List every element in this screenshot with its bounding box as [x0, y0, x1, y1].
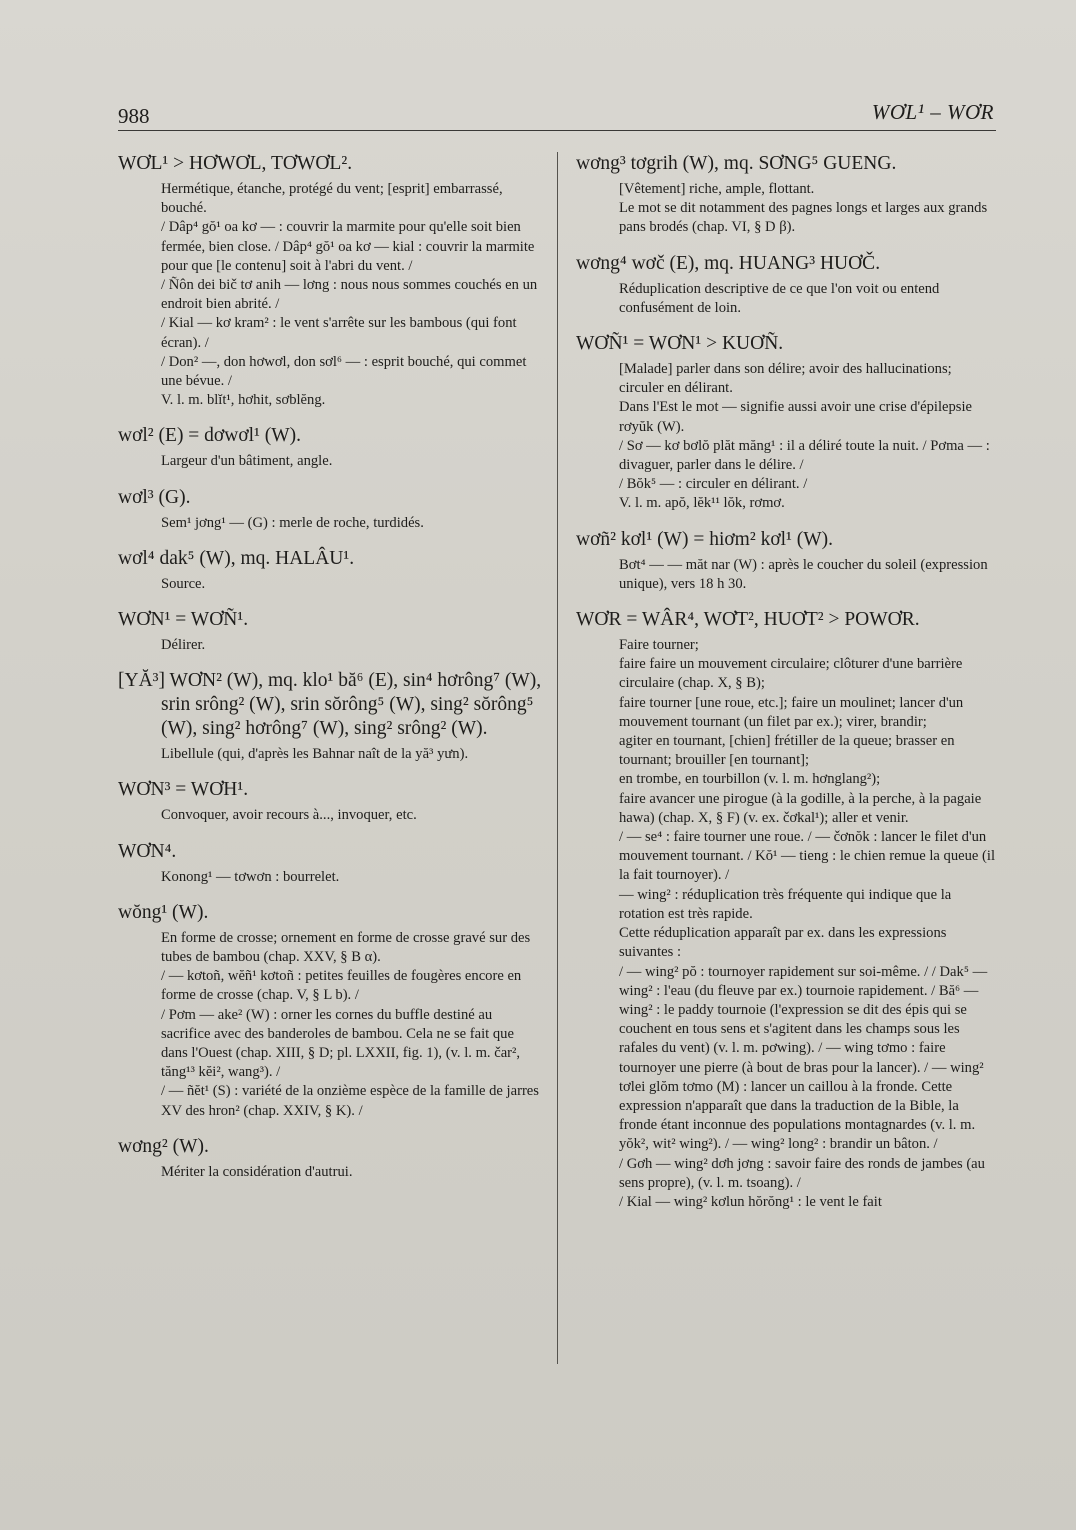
entry-line: / Ñôn dei bič tơ anih — lơng : nous nous sommes couchés en un endroit bien abrité. /: [161, 277, 538, 313]
entry-line: en trombe, en tourbillon (v. l. m. hơnglang²);: [619, 771, 881, 788]
page-number: 988: [118, 104, 150, 128]
entry-headword: WƠN³ = WƠH¹.: [118, 779, 249, 801]
entry-line: Cette réduplication apparaît par ex. dans les expressions suivantes :: [619, 925, 947, 961]
entry-line: Source.: [161, 575, 206, 592]
entry-line: Faire tourner;: [619, 637, 699, 654]
entry-body: [118, 575, 542, 594]
dictionary-entry: [118, 547, 542, 594]
entry-line: Sem¹ jơng¹ — (G) : merle de roche, turdidés.: [161, 514, 424, 531]
dictionary-entry: [118, 669, 542, 764]
entry-line: Largeur d'un bâtiment, angle.: [161, 453, 333, 470]
entry-headword: WƠÑ¹ = WƠN¹ > KUƠÑ.: [576, 333, 784, 355]
dictionary-entry: [576, 252, 996, 318]
entry-line: / — wing² pŏ : tournoyer rapidement sur soi-même. / / Dak⁵ — wing² : l'eau (du fleuve par ex.) tournoie rapidement. / Bă⁶ — wing² : le paddy tournoie (l'expression se dit des épis qui se couchent en tous sens et s'agitent dans les champs sous les rafales du vent) (v. l. m. pơwing). / — wing tơmo : faire tournoyer une pierre (à bout de bras pour la lancer). / — wing² tơlei glŏm tơmo (M) : lancer un caillou à la fronde. Cette expression n'apparaît que dans la traduction de la Bible, la fronde étant inconnue des populations montagnardes (v. l. m. yŏk², wit² wing²). / — wing² long² : brandir un bâton. /: [619, 963, 988, 1153]
entry-headword: wơng³ tơgrih (W), mq. SƠNG⁵ GUENG.: [576, 153, 897, 174]
entry-body: [118, 636, 542, 655]
entry-line: / — se⁴ : faire tourner une roue. / — čơnŏk : lancer le filet d'un mouvement tournant. / Kŏ¹ — tieng : le chien remue la queue (il la fait tournoyer). /: [619, 829, 996, 884]
entry-line: Konong¹ — tơwơn : bourrelet.: [161, 868, 340, 885]
entry-body: [576, 180, 996, 238]
entry-body: [576, 280, 996, 318]
entry-line: Hermétique, étanche, protégé du vent; [esprit] embarrassé, bouché.: [161, 181, 503, 217]
entry-line: faire faire un mouvement circulaire; clôturer d'une barrière circulaire (chap. X, § B);: [619, 656, 963, 692]
entry-headword: WƠN⁴.: [118, 840, 177, 862]
entry-line: / Bŏk⁵ — : circuler en délirant. /: [619, 476, 808, 493]
entry-body: [118, 1163, 542, 1182]
entry-line: Libellule (qui, d'après les Bahnar naît de la yă³ yưn).: [161, 746, 469, 763]
entry-body: [118, 745, 542, 764]
entry-line: Mériter la considération d'autrui.: [161, 1163, 353, 1180]
dictionary-entry: [118, 608, 542, 655]
entry-line: V. l. m. apŏ, lĕk¹¹ lŏk, rơmơ.: [619, 495, 785, 512]
entry-body: [576, 636, 996, 1212]
entry-line: faire avancer une pirogue (à la godille, à la perche, à la pagaie hawa) (chap. X, § F) (v. ex. čơkal¹); aller et venir.: [619, 790, 982, 826]
dictionary-entry: [118, 840, 542, 887]
entry-line: / Sơ — kơ bơlŏ plăt măng¹ : il a déliré toute la nuit. / Pơma — : divaguer, parler dans le délire. /: [619, 437, 990, 474]
dictionary-entry: [118, 901, 542, 1121]
entry-line: / Dâp⁴ gŏ¹ oa kơ — : couvrir la marmite pour qu'elle soit bien fermée, bien close. / Dâp⁴ gŏ¹ oa kơ — kial : couvrir la marmite pour que [le contenu] soit à l'abri du vent. /: [161, 219, 535, 274]
entry-body: [576, 556, 996, 594]
entry-headword: wơl³ (G).: [118, 486, 191, 508]
entry-body: [118, 868, 542, 887]
entry-line: / Kial — wing² kơlun hŏrŏng¹ : le vent le fait: [619, 1193, 882, 1210]
dictionary-entry: [118, 424, 542, 471]
entry-line: [Vêtement] riche, ample, flottant.: [619, 181, 815, 197]
entry-line: agiter en tournant, [chien] frétiller de la queue; brasser en tournant; brouiller [en tournant];: [619, 733, 955, 769]
entry-line: / Don² —, don hơwơl, don sơl⁶ — : esprit bouché, qui commet une bévue. /: [161, 353, 527, 390]
dictionary-entry: [118, 778, 542, 825]
dictionary-entry: [118, 486, 542, 533]
entry-body: [118, 180, 542, 410]
entry-body: [118, 929, 542, 1121]
entry-headword: WƠR = WÂR⁴, WƠT², HUƠT² > POWƠR.: [576, 609, 920, 631]
entry-line: faire tourner [une roue, etc.]; faire un moulinet; lancer d'un mouvement tournant (un filet par ex.); virer, brandir;: [619, 694, 964, 730]
entry-body: [576, 360, 996, 514]
entry-line: Dans l'Est le mot — signifie aussi avoir une crise d'épilepsie rơyŭk (W).: [619, 399, 973, 435]
entry-line: Convoquer, avoir recours à..., invoquer, etc.: [161, 807, 417, 824]
dictionary-entry: [576, 332, 996, 514]
entry-line: / — kơtoñ, wĕñ¹ kơtoñ : petites feuilles de fougères encore en forme de crosse (chap. V, § L b). /: [161, 968, 522, 1004]
entry-line: Réduplication descriptive de ce que l'on voit ou entend confusément de loin.: [619, 280, 940, 316]
entry-headword: wơl⁴ dak⁵ (W), mq. HALÂU¹.: [118, 547, 355, 569]
column-divider: [557, 152, 558, 1364]
entry-body: [118, 452, 542, 471]
page-header: [118, 96, 996, 131]
entry-line: / Pơm — ake² (W) : orner les cornes du buffle destiné au sacrifice avec des banderoles de bambou. Cela ne se fait que dans l'Ouest (chap. XIII, § D; pl. LXXII, fig. 1), (v. l. m. čar², tăng¹³ kĕi², wang³). /: [161, 1006, 521, 1081]
entry-line: [Malade] parler dans son délire; avoir des hallucinations; circuler en délirant.: [619, 361, 952, 397]
entry-headword: WƠL¹ > HƠWƠL, TƠWƠL².: [118, 153, 353, 174]
entry-line: / Gơh — wing² dơh jơng : savoir faire des ronds de jambes (au sens propre), (v. l. m. tsoang). /: [619, 1155, 985, 1191]
entry-headword: wơng⁴ wơč (E), mq. HUANG³ HUƠČ.: [576, 252, 881, 274]
dictionary-entry: [118, 1135, 542, 1182]
entry-headword: wơñ² kơl¹ (W) = hiơm² kơl¹ (W).: [576, 528, 834, 550]
entry-line: V. l. m. blĭt¹, hơhit, sơblĕng.: [161, 392, 326, 409]
entry-line: Délirer.: [161, 637, 206, 654]
dictionary-entry: [576, 528, 996, 594]
dictionary-entry: [118, 152, 542, 410]
entry-line: — wing² : réduplication très fréquente qui indique que la rotation est très rapide.: [619, 886, 952, 922]
entry-body: [118, 514, 542, 533]
entry-line: En forme de crosse; ornement en forme de crosse gravé sur des tubes de bambou (chap. XXV, § B α).: [161, 929, 531, 966]
entry-headword: WƠN¹ = WƠÑ¹.: [118, 609, 249, 631]
running-head: WƠL¹ – WƠR: [871, 100, 994, 124]
entry-headword: [YĂ³] WƠN² (W), mq. klo¹ bă⁶ (E), sin⁴ hơrông⁷ (W), srin srông² (W), srin sŏrông⁵ (W), sing² sŏrông⁵ (W), sing² hơrông⁷ (W), sing² srông² (W).: [118, 670, 542, 740]
right-column: [576, 152, 996, 1226]
entry-headword: wơng² (W).: [118, 1135, 209, 1157]
entry-line: Bơt⁴ — — măt nar (W) : après le coucher du soleil (expression unique), vers 18 h 30.: [619, 556, 988, 592]
entry-headword: wơl² (E) = dơwơl¹ (W).: [118, 425, 302, 447]
entry-body: [118, 806, 542, 825]
dictionary-entry: [576, 152, 996, 238]
dictionary-entry: [576, 608, 996, 1212]
entry-headword: wŏng¹ (W).: [118, 901, 209, 923]
entry-line: / Kial — kơ kram² : le vent s'arrête sur les bambous (qui font écran). /: [161, 315, 517, 351]
left-column: [118, 152, 542, 1196]
entry-line: / — ñĕt¹ (S) : variété de la onzième espèce de la famille de jarres XV des hron² (chap. XXIV, § K). /: [161, 1083, 539, 1119]
entry-line: Le mot se dit notamment des pagnes longs et larges aux grands pans brodés (chap. VI, § D β).: [619, 200, 988, 236]
